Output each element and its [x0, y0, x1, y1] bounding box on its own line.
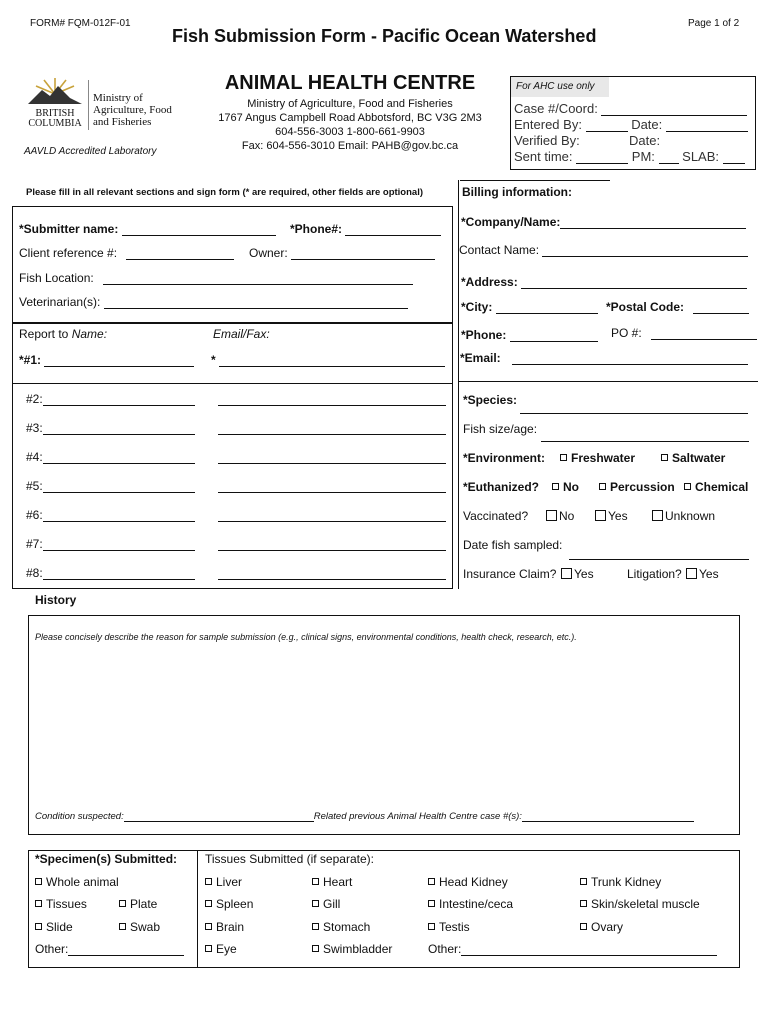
logo-ministry-3: and Fisheries: [93, 116, 152, 128]
report-name-field[interactable]: [43, 480, 195, 493]
specimen-tissues-label: Tissues: [46, 897, 87, 911]
freshwater-label: Freshwater: [571, 451, 636, 465]
checkbox-icon: [580, 923, 587, 930]
vaccinated-unknown-label: Unknown: [665, 509, 716, 523]
page-number: Page 1 of 2: [688, 18, 740, 29]
checkbox-icon: [35, 878, 42, 885]
tissue-label: Eye: [216, 942, 237, 956]
tissue-intestine-option[interactable]: [428, 897, 513, 911]
report-row-label: #7:: [26, 537, 43, 551]
date1-field[interactable]: [666, 119, 748, 132]
chemical-label: Chemical: [695, 480, 749, 494]
vaccinated-no-option[interactable]: [546, 509, 574, 523]
billing-title-rule: [460, 180, 610, 181]
contact-field[interactable]: [542, 244, 748, 257]
report-row-label: #3:: [26, 421, 43, 435]
tissue-head-kidney-option[interactable]: [428, 875, 508, 889]
specimen-slide-label: Slide: [46, 920, 73, 934]
slab-field[interactable]: [723, 151, 745, 164]
tissue-gill-option[interactable]: [312, 897, 340, 911]
form-title: Fish Submission Form - Pacific Ocean Watershed: [172, 26, 597, 46]
related-label: Related previous Animal Health Centre case #(s):: [313, 811, 522, 822]
checkbox-icon: [560, 454, 567, 461]
condition-field[interactable]: [124, 811, 314, 822]
report-name-field[interactable]: [43, 538, 195, 551]
size-field[interactable]: [541, 441, 749, 442]
euthanized-no-label: No: [563, 480, 579, 494]
specimen-other-label: Other:: [35, 942, 69, 956]
report-row-label: #4:: [26, 450, 43, 464]
report-email-field[interactable]: [218, 538, 446, 551]
species-label: *Species:: [463, 393, 518, 407]
report-name-field[interactable]: [43, 451, 195, 464]
ahc-use-box: [510, 76, 756, 170]
tissue-stomach-option[interactable]: [312, 920, 370, 934]
logo-divider: [88, 80, 89, 130]
report-row-label: #5:: [26, 479, 43, 493]
condition-label: Condition suspected:: [35, 811, 124, 822]
checkbox-icon: [428, 923, 435, 930]
owner-field[interactable]: [291, 247, 435, 260]
contact-label: Contact Name:: [459, 243, 540, 257]
case-label: Case #/Coord:: [514, 101, 598, 116]
submitter-name-field[interactable]: [122, 223, 276, 236]
billing-email-field[interactable]: [512, 352, 748, 365]
checkbox-icon: [684, 483, 691, 490]
tissue-spleen-option[interactable]: [205, 897, 253, 911]
specimen-plate-label: Plate: [130, 897, 158, 911]
billing-divider: [458, 381, 758, 382]
percussion-option[interactable]: [599, 480, 675, 494]
checkbox-icon: [686, 568, 697, 579]
tissue-trunk-kidney-option[interactable]: [580, 875, 661, 889]
report-email-field[interactable]: [218, 451, 446, 464]
insurance-label: Insurance Claim?: [463, 567, 557, 581]
centre-fax-email: Fax: 604-556-3010 Email: PAHB@gov.bc.ca: [241, 140, 459, 152]
tissue-label: Brain: [216, 920, 245, 934]
date2-label: Date:: [629, 133, 661, 148]
fish-location-field[interactable]: [103, 272, 413, 285]
instructions: Please fill in all relevant sections and sign form (* are required, other fields are optional): [26, 187, 423, 198]
percussion-label: Percussion: [610, 480, 675, 494]
slab-label: SLAB:: [682, 149, 720, 164]
tissue-label: Spleen: [216, 897, 254, 911]
billing-title: Billing information:: [462, 185, 572, 199]
checkbox-icon: [652, 510, 663, 521]
tissue-ovary-option[interactable]: [580, 920, 623, 934]
vaccinated-no-label: No: [559, 509, 575, 523]
vets-label: Veterinarian(s):: [19, 295, 101, 309]
pm-label: PM:: [631, 149, 655, 164]
tissue-heart-option[interactable]: [312, 875, 352, 889]
client-ref-label: Client reference #:: [19, 246, 118, 260]
checkbox-icon: [205, 878, 212, 885]
environment-label: *Environment:: [463, 451, 546, 465]
right-column-border: [458, 180, 459, 589]
insurance-yes-label: Yes: [574, 567, 594, 581]
tissue-testis-option[interactable]: [428, 920, 470, 934]
specimen-whole-label: Whole animal: [46, 875, 119, 889]
specimens-title: *Specimen(s) Submitted:: [35, 852, 178, 866]
specimen-whole-option[interactable]: [35, 875, 119, 889]
report-divider: [12, 383, 453, 384]
report-row-label: #2:: [26, 392, 43, 406]
checkbox-icon: [312, 923, 319, 930]
phone-label: *Phone#:: [290, 222, 343, 236]
report-email-field[interactable]: [218, 567, 446, 580]
sun-mountain-icon: [24, 76, 86, 106]
logo-line1: BRITISH: [35, 108, 75, 119]
tissue-label: Testis: [439, 920, 470, 934]
city-field[interactable]: [496, 301, 598, 314]
freshwater-option[interactable]: [560, 451, 635, 465]
vaccinated-label: Vaccinated?: [463, 509, 529, 523]
phone-field[interactable]: [345, 223, 441, 236]
checkbox-icon: [428, 900, 435, 907]
specimens-divider: [197, 850, 198, 968]
submitter-name-label: *Submitter name:: [19, 222, 119, 236]
company-label: *Company/Name:: [461, 215, 561, 229]
logo-ministry-1: Ministry of: [93, 92, 143, 104]
checkbox-icon: [595, 510, 606, 521]
tissue-label: Ovary: [591, 920, 624, 934]
saltwater-label: Saltwater: [672, 451, 726, 465]
report-name-field[interactable]: [43, 422, 195, 435]
po-field[interactable]: [651, 327, 757, 340]
report-name-field[interactable]: [43, 567, 195, 580]
postal-field[interactable]: [693, 301, 749, 314]
specimen-plate-option[interactable]: [119, 897, 157, 911]
tissue-label: Intestine/ceca: [439, 897, 514, 911]
species-field[interactable]: [520, 413, 748, 414]
checkbox-icon: [312, 945, 319, 952]
specimen-swab-option[interactable]: [119, 920, 160, 934]
report-1-star: *: [211, 353, 216, 367]
checkbox-icon: [580, 900, 587, 907]
tissues-title: Tissues Submitted (if separate):: [205, 852, 374, 866]
tissue-label: Heart: [323, 875, 353, 889]
report-email-field[interactable]: [218, 393, 446, 406]
checkbox-icon: [35, 900, 42, 907]
euthanized-no-option[interactable]: [552, 480, 579, 494]
email-fax-label: Email/Fax:: [213, 327, 270, 341]
billing-phone-label: *Phone:: [461, 328, 507, 342]
specimen-swab-label: Swab: [130, 920, 161, 934]
accreditation: AAVLD Accredited Laboratory: [24, 146, 157, 157]
postal-label: *Postal Code:: [606, 300, 685, 314]
checkbox-icon: [552, 483, 559, 490]
checkbox-icon: [561, 568, 572, 579]
checkbox-icon: [35, 923, 42, 930]
chemical-option[interactable]: [684, 480, 748, 494]
verified-label: Verified By:: [514, 133, 580, 148]
pm-field[interactable]: [659, 151, 679, 164]
checkbox-icon: [599, 483, 606, 490]
case-field[interactable]: [601, 103, 747, 116]
tissue-other-label: Other:: [428, 942, 462, 956]
sent-label: Sent time:: [514, 149, 573, 164]
litigation-yes-label: Yes: [699, 567, 719, 581]
tissue-label: Stomach: [323, 920, 371, 934]
logo-ministry-2: Agriculture, Food: [93, 104, 172, 116]
date-sampled-field[interactable]: [569, 559, 749, 560]
owner-label: Owner:: [249, 246, 288, 260]
tissue-skin-option[interactable]: [580, 897, 700, 911]
tissue-swimbladder-option[interactable]: [312, 942, 392, 956]
litigation-label: Litigation?: [627, 567, 682, 581]
client-ref-field[interactable]: [126, 247, 234, 260]
checkbox-icon: [205, 923, 212, 930]
report-1-label: *#1:: [19, 353, 42, 367]
logo-line2: COLUMBIA: [28, 118, 82, 129]
checkbox-icon: [312, 878, 319, 885]
tissue-label: Trunk Kidney: [591, 875, 662, 889]
address-label: *Address:: [461, 275, 518, 289]
checkbox-icon: [580, 878, 587, 885]
history-prompt: Please concisely describe the reason for sample submission (e.g., clinical signs, environmental conditions, health check, research, etc.).: [35, 632, 577, 642]
centre-phones: 604-556-3003 1-800-661-9903: [275, 126, 425, 138]
checkbox-icon: [205, 945, 212, 952]
checkbox-icon: [546, 510, 557, 521]
tissue-other-field[interactable]: [461, 943, 717, 956]
insurance-yes-option[interactable]: [561, 567, 594, 581]
billing-phone-field[interactable]: [510, 329, 598, 342]
sent-field[interactable]: [576, 151, 628, 164]
report-email-field[interactable]: [218, 480, 446, 493]
date-sampled-label: Date fish sampled:: [463, 538, 563, 552]
report-name-field[interactable]: [43, 393, 195, 406]
tissue-label: Liver: [216, 875, 243, 889]
tissue-label: Skin/skeletal muscle: [591, 897, 700, 911]
specimen-other-field[interactable]: [68, 943, 184, 956]
tissue-label: Gill: [323, 897, 341, 911]
po-label: PO #:: [611, 326, 642, 340]
ahc-use-title: For AHC use only: [516, 81, 595, 92]
history-box[interactable]: [28, 615, 740, 835]
bc-logo: [24, 76, 86, 129]
checkbox-icon: [119, 923, 126, 930]
centre-name: ANIMAL HEALTH CENTRE: [224, 72, 476, 94]
company-field[interactable]: [560, 216, 746, 229]
euthanized-label: *Euthanized?: [463, 480, 540, 494]
checkbox-icon: [119, 900, 126, 907]
report-1-email-field[interactable]: [219, 354, 445, 367]
entered-field[interactable]: [586, 119, 628, 132]
related-field[interactable]: [522, 811, 694, 822]
date1-label: Date:: [631, 117, 663, 132]
tissue-liver-option[interactable]: [205, 875, 242, 889]
checkbox-icon: [661, 454, 668, 461]
report-email-field[interactable]: [218, 422, 446, 435]
specimen-tissues-option[interactable]: [35, 897, 87, 911]
vaccinated-unknown-option[interactable]: [652, 509, 715, 523]
tissue-label: Swimbladder: [323, 942, 393, 956]
tissue-label: Head Kidney: [439, 875, 508, 889]
report-1-name-field[interactable]: [44, 354, 194, 367]
fish-location-label: Fish Location:: [19, 271, 94, 285]
size-label: Fish size/age:: [463, 422, 538, 436]
litigation-yes-option[interactable]: [686, 567, 719, 581]
centre-address: 1767 Angus Campbell Road Abbotsford, BC V3G 2M3: [218, 112, 482, 124]
entered-label: Entered By:: [514, 117, 582, 132]
saltwater-option[interactable]: [661, 451, 725, 465]
vaccinated-yes-option[interactable]: [595, 509, 628, 523]
report-name-label: Name:: [71, 327, 108, 341]
checkbox-icon: [205, 900, 212, 907]
vaccinated-yes-label: Yes: [608, 509, 628, 523]
tissue-brain-option[interactable]: [205, 920, 244, 934]
checkbox-icon: [428, 878, 435, 885]
vets-field[interactable]: [104, 296, 408, 309]
checkbox-icon: [312, 900, 319, 907]
report-row-label: #8:: [26, 566, 43, 580]
report-row-label: #6:: [26, 508, 43, 522]
form-number: FORM# FQM-012F-01: [30, 18, 131, 29]
specimen-slide-option[interactable]: [35, 920, 73, 934]
history-title: History: [35, 593, 77, 607]
billing-email-label: *Email:: [460, 351, 501, 365]
city-label: *City:: [461, 300, 493, 314]
report-name-field[interactable]: [43, 509, 195, 522]
tissue-eye-option[interactable]: [205, 942, 237, 956]
report-email-field[interactable]: [218, 509, 446, 522]
centre-ministry: Ministry of Agriculture, Food and Fisheries: [247, 98, 453, 110]
address-field[interactable]: [521, 276, 747, 289]
report-to-label: Report to: [19, 327, 69, 341]
